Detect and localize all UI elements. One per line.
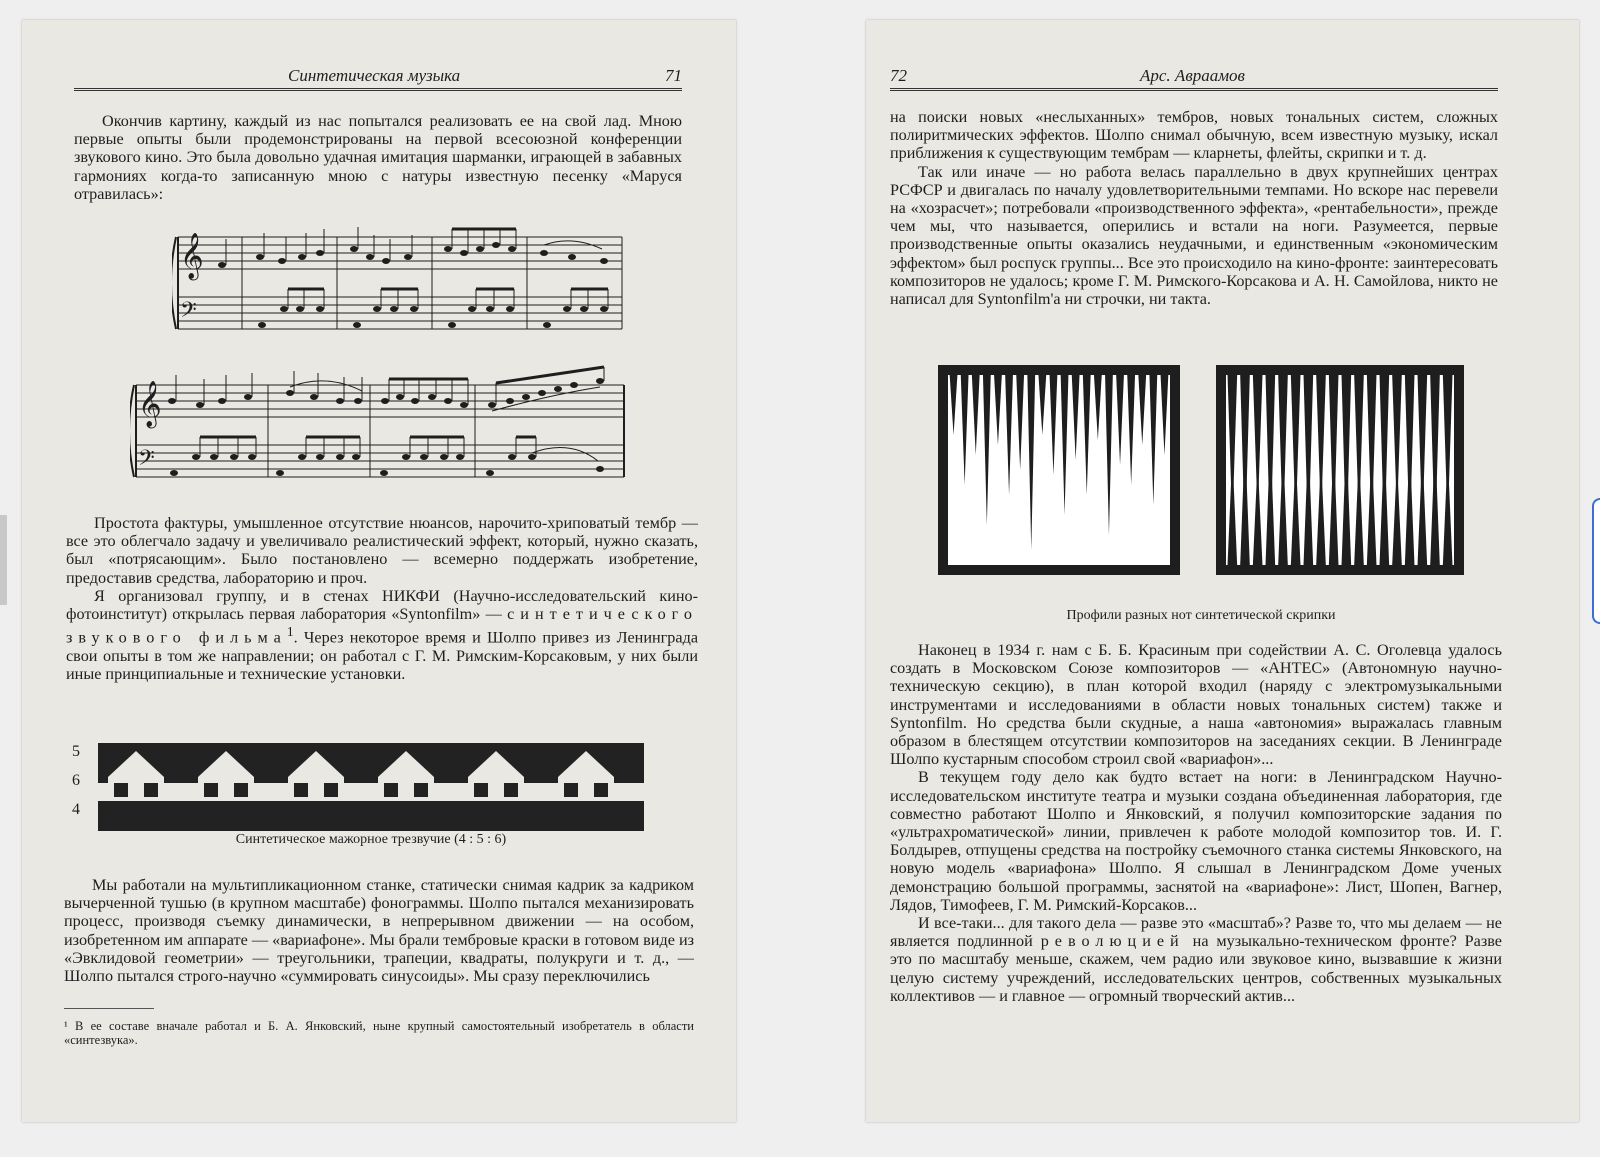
waveform-spike bbox=[1083, 375, 1091, 495]
waveform-spike bbox=[950, 375, 958, 435]
waveform-spike bbox=[1443, 453, 1453, 566]
staff-lines bbox=[172, 237, 622, 329]
intro-text bbox=[74, 112, 682, 203]
treble-clef-icon: 𝄞 bbox=[138, 381, 162, 427]
stems bbox=[176, 367, 604, 461]
waveform-spike bbox=[972, 375, 980, 455]
paragraph: Простота фактуры, умышленное отсутствие нюансов, нарочито-хриповатый тембр — все это облегчало задачу и увеличивало реалистический эффект, который, нужно сказать, был «потрясающим». Было постановлено — всемерно поддержать изобретение, предоставив средства, лабораторию и проч. bbox=[66, 514, 698, 587]
footnote: ¹ В ее составе вначале работал и Б. А. Янковский, ныне крупный самостоятельный изобретатель в области «синтезвука». bbox=[64, 1019, 694, 1047]
bass-clef-icon: 𝄢 bbox=[180, 298, 197, 328]
violin-note-profile-2 bbox=[1216, 365, 1464, 575]
waveform-spike bbox=[1266, 434, 1276, 565]
waveform-spike bbox=[1138, 375, 1146, 445]
page-number: 71 bbox=[665, 66, 682, 85]
waveform-spike bbox=[1050, 375, 1058, 475]
bass-clef-icon: 𝄢 bbox=[138, 446, 155, 476]
waveform-spike bbox=[1354, 453, 1364, 566]
paragraph: И все-таки... для такого дела — разве это «масштаб»? Разве то, что мы делаем — не является подлинной революцией на музыкально-техническом фронте? Разве это по масштабу меньше, скажем, чем радио или звуковое кино, вызвавшие к жизни целую систему учреждений, исследовательских центров, собственных музыкальных коллективов — и главное — огромный творческий актив... bbox=[890, 914, 1502, 1005]
waveform-spike bbox=[1418, 449, 1428, 565]
waveform-spike bbox=[1061, 375, 1069, 515]
paragraph: В текущем году дело как будто встает на ноги: в Ленинградском Научно-исследовательском институте театра и музыки создана объединенная лаборатория, где совместно работают Шолпо и Янковский, я получил композиторские задания по «ультрахроматической» линии, привлечен к работе молодой композитор тов. И. Г. Болдырев, отпущены средства на постройку съемочного станка системы Янковского, на новую модель «вариафона» Шолпо. Я слышал в Ленинградском Доме ученых демонстрацию большой программы, заснятой на «вариафоне»: Лист, Шопен, Вагнер, Лядов, Тимофеев, Г. М. Римский-Корсаков... bbox=[890, 768, 1502, 914]
waveform-spike bbox=[1329, 441, 1339, 565]
ratio-label: 4 bbox=[72, 801, 80, 818]
music-score-system-2 bbox=[130, 365, 632, 495]
waveform-spike bbox=[1367, 445, 1377, 565]
spaced-emphasis: революцией bbox=[1040, 932, 1185, 951]
paragraph: Так или иначе — но работа велась параллельно в двух крупнейших центрах РСФСР и двигалась по началу удовлетворительными темпами. Но вскоре нас перевели на «хозрасчет»; потребовали «производственного эффекта», «рентабельности», прежде чем мы, что называется, оперились и встали на ноги. Разумеется, первые производственные опыты оказались неудачными, и единственным «экономическим эффектом» был роспуск группы... Все это происходило на кино-фронте: заинтересовать композиторов не удалось; кроме Г. М. Римского-Корсакова и А. Н. Самойлова, никто не написал для Syntonfilm'а ни строчки, ни такта. bbox=[890, 162, 1498, 309]
waveform-spike bbox=[983, 375, 991, 525]
left-scroll-handle[interactable] bbox=[0, 515, 7, 605]
music-score-system-1 bbox=[172, 225, 632, 355]
waveform-spike bbox=[1342, 434, 1352, 565]
paragraph: Я организовал группу, и в стенах НИКФИ (Научно-исследовательский кино-фотоинститут) открылась первая лаборатория «Syntonfilm» — синтетического звукового фильма$^1$. Через некоторое время и Шолпо привез из Ленинграда свои опыты в том же направлении; он работал с Г. М. Римским-Корсаковым, у них были иные принципиальные и технические установки. bbox=[66, 586, 698, 684]
waveform-spike bbox=[1380, 438, 1390, 566]
waveform-spike bbox=[1228, 453, 1238, 566]
running-head bbox=[890, 60, 1498, 91]
spaced-emphasis: синтетического звукового фильма bbox=[66, 605, 698, 647]
footnote-mark[interactable]: 1 bbox=[286, 624, 294, 640]
top-text bbox=[890, 108, 1498, 308]
waveform-spike bbox=[1253, 460, 1263, 565]
running-head-title: Арс. Авраамов bbox=[1140, 66, 1245, 85]
waveform-spike bbox=[1038, 375, 1046, 435]
right-scroll-handle[interactable] bbox=[1592, 498, 1600, 624]
lower-text bbox=[64, 876, 694, 985]
waveform-spike bbox=[1116, 375, 1124, 465]
waveform-spike bbox=[1161, 375, 1169, 455]
paragraph: Наконец в 1934 г. нам с Б. Б. Красиным при содействии А. С. Оголевца удалось создать в Московском Союзе композиторов — «АНТЕС» (Автономную научно-техническую секцию), в план которой входил (наряду с электромузыкальными инструментами и исследованиями в области новых тональных систем) также и Syntonfilm. Но средства были скудные, а наша «автономия» выражалась главным образом в блестящем отсутствии композиторов на заседаниях секции. В Ленинграде Шолпо кустарным способом строил свой «вариафон»... bbox=[890, 641, 1502, 769]
waveform-spike bbox=[1304, 438, 1314, 566]
violin-note-profile-1 bbox=[938, 365, 1180, 575]
figure-caption: Профили разных нот синтетической скрипки bbox=[1066, 608, 1336, 623]
waveform-spike bbox=[1149, 375, 1157, 505]
paragraph: Окончив картину, каждый из нас попытался реализовать ее на свой лад. Мною первые опыты были продемонстрированы на первой всесоюзной конференции звукового кино. Это была довольно удачная имитация шарманки, играющей в забавных гармониях когда-то записанную мною с натуры известную песенку «Маруся отравилась»: bbox=[74, 112, 682, 203]
ratio-label: 5 bbox=[72, 743, 80, 760]
waveform-spike bbox=[1316, 456, 1326, 565]
middle-text bbox=[66, 514, 698, 683]
waveform-spike bbox=[1430, 438, 1440, 566]
running-head-title: Синтетическая музыка bbox=[288, 66, 461, 85]
bottom-text bbox=[890, 641, 1502, 1005]
waveform-spike bbox=[1291, 453, 1301, 566]
waveform-spike bbox=[1127, 375, 1135, 485]
right-page bbox=[866, 20, 1579, 1122]
major-triad-soundtrack-figure bbox=[98, 743, 644, 831]
left-page bbox=[22, 20, 736, 1122]
waveform-spike bbox=[1072, 375, 1080, 460]
paragraph: Мы работали на мультипликационном станке, статически снимая кадрик за кадриком вычерченной тушью (в крупном масштабе) фонограммы. Шолпо пытался механизировать процесс, производя съемку динамически, в непрерывном движении — на особом, изобретенном им аппарате — «вариафоне». Мы брали тембровые краски в готовом виде из «Эвклидовой геометрии» — треугольники, трапеции, квадраты, полукруги и т. д., — Шолпо пытался строго-научно «суммировать синусоиды». Мы сразу переключились bbox=[64, 876, 694, 986]
notes bbox=[218, 242, 608, 328]
paragraph: на поиски новых «неслыханных» тембров, новых тональных систем, сложных полиритмических эффектов. Шолпо снимал обычную, всем известную музыку, искал приближения к существующим тембрам — кларнеты, флейты, скрипки и т. д. bbox=[890, 108, 1498, 163]
page-number: 72 bbox=[890, 66, 907, 85]
waveform-spike bbox=[1278, 445, 1288, 565]
running-head bbox=[74, 60, 682, 91]
waveform-spike bbox=[961, 375, 969, 485]
footnote-rule bbox=[64, 1008, 154, 1009]
figure-caption: Синтетическое мажорное трезвучие (4 : 5 : 6) bbox=[235, 832, 507, 847]
waveform-spike bbox=[1016, 375, 1024, 470]
waveform-spike bbox=[1094, 375, 1102, 440]
waveform-spike bbox=[1027, 375, 1035, 550]
waveform-spike bbox=[1392, 460, 1402, 565]
treble-clef-icon: 𝄞 bbox=[180, 233, 204, 279]
waveform-spike bbox=[1405, 441, 1415, 565]
waveform-spike bbox=[1105, 375, 1113, 535]
waveform-spike bbox=[1005, 375, 1013, 495]
waveform-spike bbox=[994, 375, 1002, 445]
waveform-spike bbox=[1240, 438, 1250, 566]
ratio-label: 6 bbox=[72, 772, 80, 789]
